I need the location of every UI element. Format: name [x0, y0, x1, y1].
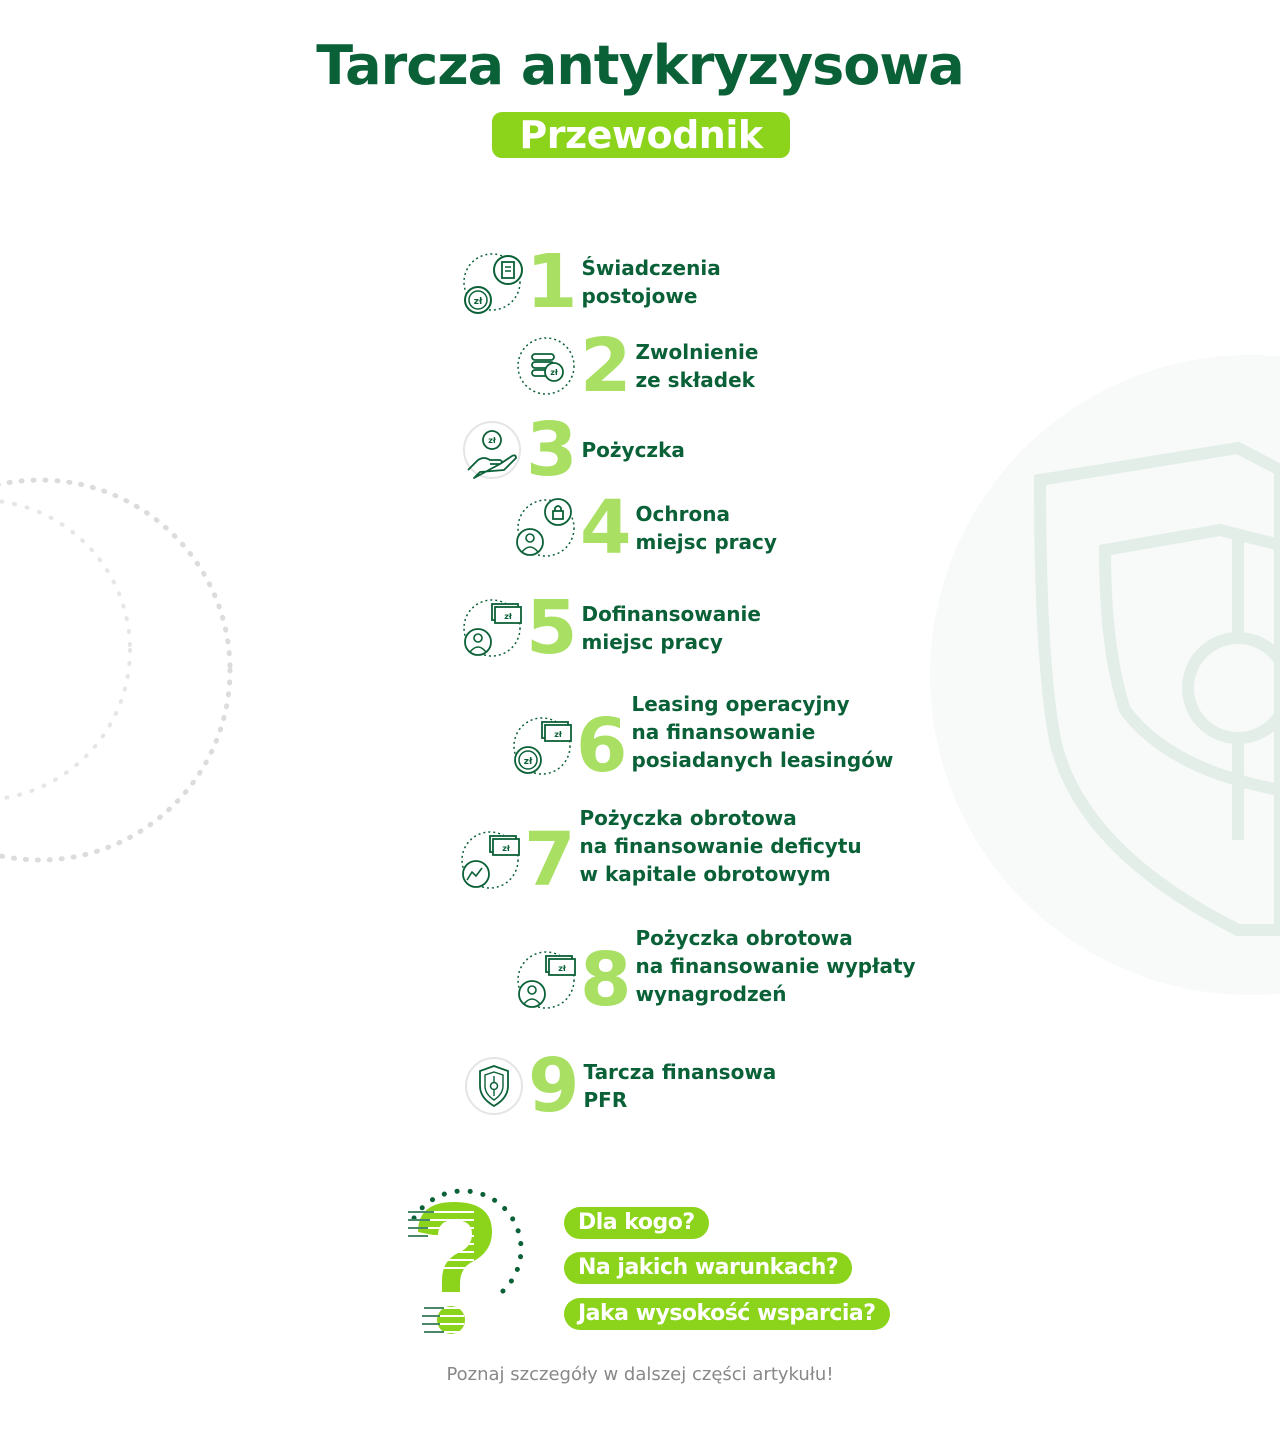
item-label: Ochrona miejsc pracy — [635, 502, 777, 554]
svg-text:zł: zł — [504, 612, 512, 621]
item-number: 6 — [576, 703, 628, 789]
item-label: Leasing operacyjny na finansowanie posiadanych leasingów — [631, 692, 894, 772]
list-item-5 — [460, 585, 761, 671]
cash-chart-icon — [458, 828, 522, 892]
background-dots-decoration — [0, 430, 260, 900]
list-item-9 — [462, 1043, 777, 1129]
item-label: Zwolnienie ze składek — [635, 340, 759, 392]
lock-worker-icon — [514, 496, 578, 560]
svg-text:zł: zł — [523, 757, 533, 767]
item-number: 2 — [580, 323, 632, 409]
list-item-4 — [514, 485, 777, 571]
item-label: Pożyczka obrotowa na finansowanie wypłaty wynagrodzeń — [635, 926, 916, 1006]
question-pill-conditions: Na jakich warunkach? — [564, 1252, 852, 1284]
footer-note: Poznaj szczegóły w dalszej części artykułu! — [446, 1364, 834, 1385]
svg-text:zł: zł — [488, 436, 496, 445]
question-mark-icon — [404, 1178, 538, 1344]
item-number: 8 — [580, 937, 632, 1023]
svg-text:zł: zł — [558, 964, 566, 973]
svg-text:zł: zł — [554, 730, 562, 739]
cash-coin-icon — [510, 714, 574, 778]
svg-text:zł: zł — [473, 297, 483, 307]
cash-worker-icon — [514, 948, 578, 1012]
svg-text:zł: zł — [502, 844, 510, 853]
item-label: Pożyczka — [581, 438, 685, 462]
list-item-1 — [460, 239, 721, 325]
question-pill-amount: Jaka wysokość wsparcia? — [564, 1298, 890, 1330]
item-label: Tarcza finansowa PFR — [583, 1060, 777, 1112]
coin-stack-icon — [514, 334, 578, 398]
question-pill-for-whom: Dla kogo? — [564, 1207, 709, 1239]
document-coin-icon — [460, 250, 524, 314]
svg-text:zł: zł — [550, 368, 558, 377]
page-subtitle-badge: Przewodnik — [492, 112, 790, 158]
list-item-8 — [514, 920, 916, 1023]
item-number: 7 — [524, 817, 576, 903]
cash-worker-icon — [460, 596, 524, 660]
item-label: Dofinansowanie miejsc pracy — [581, 602, 761, 654]
shield-icon — [462, 1054, 526, 1118]
hand-coin-icon — [460, 418, 524, 482]
list-item-3 — [460, 407, 685, 493]
item-label: Świadczenia postojowe — [581, 256, 721, 308]
item-number: 4 — [580, 485, 632, 571]
item-number: 9 — [528, 1043, 580, 1129]
background-shield-decoration — [920, 330, 1280, 1020]
item-number: 3 — [526, 407, 578, 493]
list-item-7 — [458, 800, 862, 903]
list-item-6 — [510, 686, 894, 789]
item-label: Pożyczka obrotowa na finansowanie deficytu w kapitale obrotowym — [579, 806, 862, 886]
page-title: Tarcza antykryzysowa — [316, 34, 964, 97]
item-number: 1 — [526, 239, 578, 325]
list-item-2 — [514, 323, 759, 409]
item-number: 5 — [526, 585, 578, 671]
